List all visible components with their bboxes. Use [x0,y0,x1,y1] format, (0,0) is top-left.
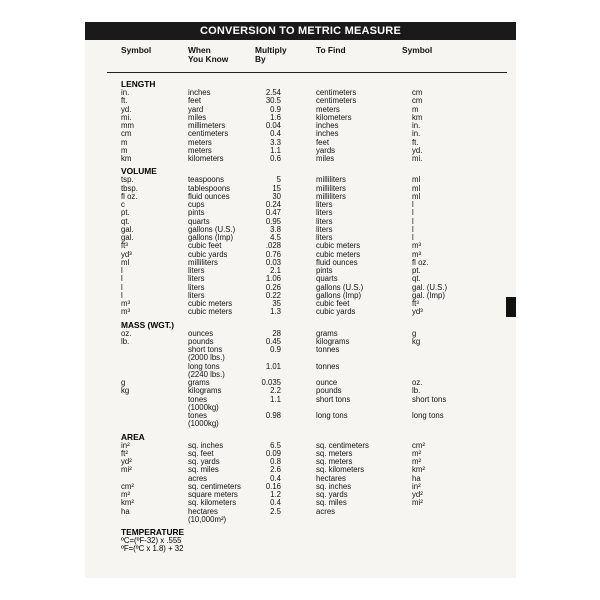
cell-when-you-know: (2240 lbs.) [188,369,225,379]
cell-symbol: qt. [121,216,130,226]
cell-multiply-by: 1.1 [270,394,281,404]
cell-when-you-know: (1000kg) [188,402,219,412]
table-row [85,354,516,362]
cell-to-find: milliliters [316,191,346,201]
cell-multiply-by: 5 [276,175,281,185]
cell-result-symbol: ml [412,183,421,193]
cell-to-find: tonnes [316,345,340,354]
cell-to-find: centimeters [316,88,357,97]
table-row [85,363,516,371]
table-row [85,508,516,516]
section-heading-label: VOLUME [121,166,157,177]
cell-result-symbol: short tons [412,394,447,404]
temperature-formula [85,545,516,553]
cell-result-symbol: fl oz. [412,257,429,267]
cell-multiply-by: 0.09 [265,448,281,458]
cell-symbol: mm [121,121,134,130]
cell-result-symbol: ml [412,191,421,201]
cell-when-you-know: ounces [188,328,214,338]
cell-when-you-know: cubic feet [188,241,222,251]
table-row [85,122,516,130]
table-row [85,466,516,474]
cell-result-symbol: yd. [412,145,423,155]
cell-to-find: kilometers [316,112,352,122]
header-multiply-by: Multiply By [255,45,287,64]
cell-when-you-know: short tons [188,345,223,354]
table-row [85,379,516,387]
table-row [85,185,516,193]
cell-when-you-know: cubic meters [188,307,233,317]
cell-to-find: sq. yards [316,490,348,499]
cell-multiply-by: 0.16 [265,481,281,491]
cell-to-find: pounds [316,386,342,396]
cell-to-find: feet [316,137,330,147]
table-row [85,130,516,138]
cell-result-symbol: pt. [412,266,421,275]
cell-when-you-know: tones [188,411,208,420]
cell-multiply-by: .028 [265,241,281,251]
cell-when-you-know: (2000 lbs.) [188,353,225,363]
cell-to-find: quarts [316,274,338,284]
cell-multiply-by: 0.45 [265,336,281,346]
cell-result-symbol: ft³ [412,299,419,308]
cell-multiply-by: 0.26 [265,282,281,292]
table-row [85,242,516,250]
table-row [85,106,516,114]
cell-to-find: sq. inches [316,481,352,491]
cell-result-symbol: m³ [412,249,422,259]
cell-to-find: liters [316,200,333,209]
cell-to-find: sq. meters [316,457,353,466]
cell-symbol: mi. [121,112,132,122]
cell-multiply-by: 30 [272,191,281,201]
cell-multiply-by: 0.24 [265,200,281,209]
cell-when-you-know: tones [188,394,208,404]
cell-multiply-by: 2.1 [270,266,281,275]
cell-result-symbol: in. [412,129,421,139]
cell-multiply-by: 2.2 [270,386,281,396]
cell-symbol: ft. [121,96,128,106]
table-row [85,292,516,300]
cell-when-you-know: millimeters [188,121,226,130]
table-row [85,275,516,283]
table-row [85,483,516,491]
cell-to-find: gallons (Imp) [316,290,362,300]
cell-when-you-know: pints [188,208,205,218]
cell-to-find: tonnes [316,361,340,371]
cell-symbol: kg [121,386,130,396]
cell-result-symbol: lb. [412,386,421,396]
table-row [85,338,516,346]
cell-when-you-know: yard [188,104,204,114]
cell-to-find: liters [316,208,333,218]
section-heading-label: AREA [121,431,145,442]
cell-when-you-know: meters [188,137,212,147]
cell-result-symbol: gal. (Imp) [412,290,445,300]
cell-symbol: ha [121,506,130,516]
cell-result-symbol: m² [412,448,422,458]
cell-symbol: l [121,282,123,292]
cell-symbol: c [121,200,125,209]
section-heading [85,432,516,442]
cell-result-symbol: l [412,224,414,234]
cell-when-you-know: square meters [188,490,238,499]
cell-when-you-know: gallons (Imp) [188,233,234,242]
table-row [85,201,516,209]
section-heading [85,320,516,330]
cell-to-find: gallons (U.S.) [316,282,364,292]
cell-when-you-know: gallons (U.S.) [188,224,236,234]
table-row [85,300,516,308]
cell-when-you-know: fluid ounces [188,191,230,201]
cell-when-you-know: cubic yards [188,249,228,259]
table-row [85,139,516,147]
cell-when-you-know: sq. yards [188,457,220,466]
cell-multiply-by: 3.8 [270,224,281,234]
table-row [85,284,516,292]
cell-multiply-by: 1.06 [265,274,281,284]
cell-multiply-by: 0.9 [270,345,281,354]
cell-when-you-know: miles [188,112,207,122]
cell-when-you-know: (1000kg) [188,419,219,429]
cell-multiply-by: 1.01 [265,361,281,371]
cell-multiply-by: 0.4 [270,473,281,483]
table-row [85,516,516,524]
table-row [85,218,516,226]
header-to-find: To Find [316,45,346,55]
cell-multiply-by: 0.95 [265,216,281,226]
cell-symbol: in. [121,88,130,97]
cell-when-you-know: liters [188,290,205,300]
table-row [85,412,516,420]
cell-symbol: m³ [121,307,131,317]
cell-multiply-by: 0.4 [270,129,281,139]
cell-when-you-know: sq. miles [188,465,219,475]
cell-symbol: l [121,290,123,300]
cell-multiply-by: 2.5 [270,506,281,516]
cell-symbol: m [121,137,128,147]
cell-to-find: sq. meters [316,448,353,458]
cell-when-you-know: grams [188,378,210,387]
cell-multiply-by: 2.54 [265,88,281,97]
cell-result-symbol: l [412,216,414,226]
table-row [85,442,516,450]
cell-result-symbol: cm² [412,440,425,450]
table-row [85,396,516,404]
cell-when-you-know: kilometers [188,154,224,163]
table-row [85,234,516,242]
section-heading-label: LENGTH [121,79,156,89]
cell-when-you-know: long tons [188,361,220,371]
table-row [85,371,516,379]
cell-symbol: gal. [121,233,134,242]
cell-symbol: yd³ [121,249,132,259]
temperature-formula-text: ºC=(ºF-32) x .555 [121,536,182,545]
temperature-formula-text: ºF=(ºC x 1.8) + 32 [121,544,184,554]
table-row [85,499,516,507]
cell-result-symbol: km [412,112,423,122]
cell-symbol: km [121,154,132,163]
cell-symbol: l [121,274,123,284]
table-row [85,193,516,201]
header-when-you-know: When You Know [188,45,229,64]
cell-symbol: tbsp. [121,183,138,193]
cell-result-symbol: gal. (U.S.) [412,282,448,292]
cell-multiply-by: 1.3 [270,307,281,317]
cell-multiply-by: 35 [272,299,281,308]
cell-to-find: sq. centimeters [316,440,369,450]
cell-when-you-know: teaspoons [188,175,224,185]
cell-to-find: acres [316,506,336,516]
cell-multiply-by: 4.5 [270,233,281,242]
cell-when-you-know: quarts [188,216,210,226]
table-row [85,226,516,234]
cell-when-you-know: feet [188,96,202,106]
cell-when-you-know: sq. centimeters [188,481,241,491]
cell-multiply-by: 1.2 [270,490,281,499]
cell-to-find: kilograms [316,336,350,346]
cell-multiply-by: 1.6 [270,112,281,122]
cell-to-find: short tons [316,394,351,404]
cell-multiply-by: 28 [272,328,281,338]
cell-multiply-by: 1.1 [270,145,281,155]
cell-symbol: fl oz. [121,191,138,201]
cell-to-find: hectares [316,473,346,483]
cell-symbol: oz. [121,328,132,338]
cell-multiply-by: 15 [272,183,281,193]
cell-to-find: fluid ounces [316,257,358,267]
cell-multiply-by: 30.5 [265,96,281,106]
cell-result-symbol: mi. [412,154,423,163]
header-symbol: Symbol [121,45,152,55]
cell-symbol: yd. [121,104,132,114]
conversion-card [85,22,516,578]
cell-result-symbol: m³ [412,241,422,251]
cell-to-find: centimeters [316,96,357,106]
table-row [85,330,516,338]
table-row [85,147,516,155]
cell-symbol: ft² [121,448,128,458]
cell-to-find: long tons [316,411,348,420]
cell-to-find: ounce [316,378,338,387]
cell-to-find: yards [316,145,336,155]
table-row [85,114,516,122]
cell-to-find: cubic yards [316,307,356,317]
cell-symbol: tsp. [121,175,134,185]
cell-when-you-know: tablespoons [188,183,231,193]
cell-result-symbol: in. [412,121,421,130]
section-heading-label: MASS (WGT.) [121,319,175,330]
table-row [85,209,516,217]
cell-when-you-know: inches [188,88,211,97]
cell-symbol: lb. [121,336,130,346]
cell-result-symbol: km² [412,465,425,475]
cell-symbol: cm² [121,481,134,491]
cell-to-find: grams [316,328,338,338]
cell-when-you-know: milliliters [188,257,218,267]
cell-result-symbol: l [412,200,414,209]
table-row [85,420,516,428]
cell-symbol: mi² [121,465,132,475]
cell-result-symbol: in² [412,481,421,491]
cell-result-symbol: m² [412,457,422,466]
cell-symbol: pt. [121,208,130,218]
table-row [85,491,516,499]
cell-result-symbol: cm [412,96,423,106]
cell-symbol: g [121,378,126,387]
cell-multiply-by: 0.03 [265,257,281,267]
page-title: CONVERSION TO METRIC MEASURE [85,22,516,40]
cell-result-symbol: cm [412,88,423,97]
cell-to-find: milliliters [316,183,346,193]
cell-result-symbol: kg [412,336,421,346]
cell-to-find: cubic meters [316,249,361,259]
cell-result-symbol: yd³ [412,307,423,317]
cell-multiply-by: 0.6 [270,154,281,163]
cell-when-you-know: cups [188,200,205,209]
cell-when-you-know: liters [188,274,205,284]
cell-result-symbol: m [412,104,419,114]
cell-result-symbol: long tons [412,411,444,420]
cell-when-you-know: liters [188,282,205,292]
cell-symbol: m³ [121,299,131,308]
cell-multiply-by: 0.8 [270,457,281,466]
cell-result-symbol: ha [412,473,421,483]
cell-result-symbol: ml [412,175,421,185]
table-row [85,89,516,97]
cell-multiply-by: 6.5 [270,440,281,450]
cell-when-you-know: sq. kilometers [188,498,237,508]
table-row [85,155,516,163]
cell-result-symbol: l [412,233,414,242]
cell-to-find: cubic meters [316,241,361,251]
table-row [85,450,516,458]
table-row [85,404,516,412]
cell-result-symbol: l [412,208,414,218]
table-row [85,251,516,259]
cell-multiply-by: 0.035 [261,378,281,387]
cell-to-find: liters [316,224,333,234]
cell-to-find: sq. miles [316,498,347,508]
cell-when-you-know: liters [188,266,205,275]
section-heading [85,166,516,176]
cell-multiply-by: 0.9 [270,104,281,114]
cell-multiply-by: 0.4 [270,498,281,508]
cell-to-find: cubic feet [316,299,350,308]
cell-result-symbol: mi² [412,498,423,508]
cell-multiply-by: 0.98 [265,411,281,420]
cell-when-you-know: pounds [188,336,214,346]
header-symbol-result: Symbol [402,45,433,55]
cell-to-find: inches [316,129,339,139]
cell-to-find: miles [316,154,335,163]
table-row [85,259,516,267]
cell-when-you-know: (10,000m²) [188,514,227,524]
conversion-table [85,79,516,554]
cell-symbol: cm [121,129,132,139]
cell-to-find: liters [316,233,333,242]
cell-symbol: yd² [121,457,132,466]
cell-to-find: milliliters [316,175,346,185]
cell-result-symbol: yd² [412,490,423,499]
cell-symbol: in² [121,440,130,450]
cell-result-symbol: ft. [412,137,419,147]
cell-result-symbol: g [412,328,417,338]
cell-multiply-by: 0.22 [265,290,281,300]
cell-to-find: liters [316,216,333,226]
cell-symbol: km² [121,498,134,508]
cell-when-you-know: hectares [188,506,218,516]
cell-multiply-by: 0.76 [265,249,281,259]
page-tab-marker [506,297,516,317]
cell-symbol: m² [121,490,131,499]
table-row [85,387,516,395]
cell-symbol: l [121,266,123,275]
table-row [85,267,516,275]
cell-to-find: meters [316,104,340,114]
cell-result-symbol: oz. [412,378,423,387]
section-heading-label: TEMPERATURE [121,527,185,537]
cell-when-you-know: sq. inches [188,440,224,450]
cell-when-you-know: meters [188,145,212,155]
cell-symbol: gal. [121,224,134,234]
cell-when-you-know: centimeters [188,129,229,139]
cell-to-find: pints [316,266,333,275]
header-divider [107,72,507,73]
cell-result-symbol: qt. [412,274,421,284]
cell-multiply-by: 0.47 [265,208,281,218]
cell-symbol: ml [121,257,130,267]
cell-when-you-know: cubic meters [188,299,233,308]
section-heading [85,79,516,89]
cell-when-you-know: kilograms [188,386,222,396]
cell-multiply-by: 3.3 [270,137,281,147]
cell-when-you-know: sq. feet [188,448,214,458]
cell-when-you-know: acres [188,473,208,483]
table-row [85,308,516,316]
cell-to-find: inches [316,121,339,130]
cell-multiply-by: 2.6 [270,465,281,475]
table-row [85,346,516,354]
table-row [85,176,516,184]
cell-to-find: sq. kilometers [316,465,365,475]
table-row [85,458,516,466]
table-row [85,475,516,483]
table-row [85,97,516,105]
cell-symbol: ft³ [121,241,128,251]
cell-symbol: m [121,145,128,155]
cell-multiply-by: 0.04 [265,121,281,130]
